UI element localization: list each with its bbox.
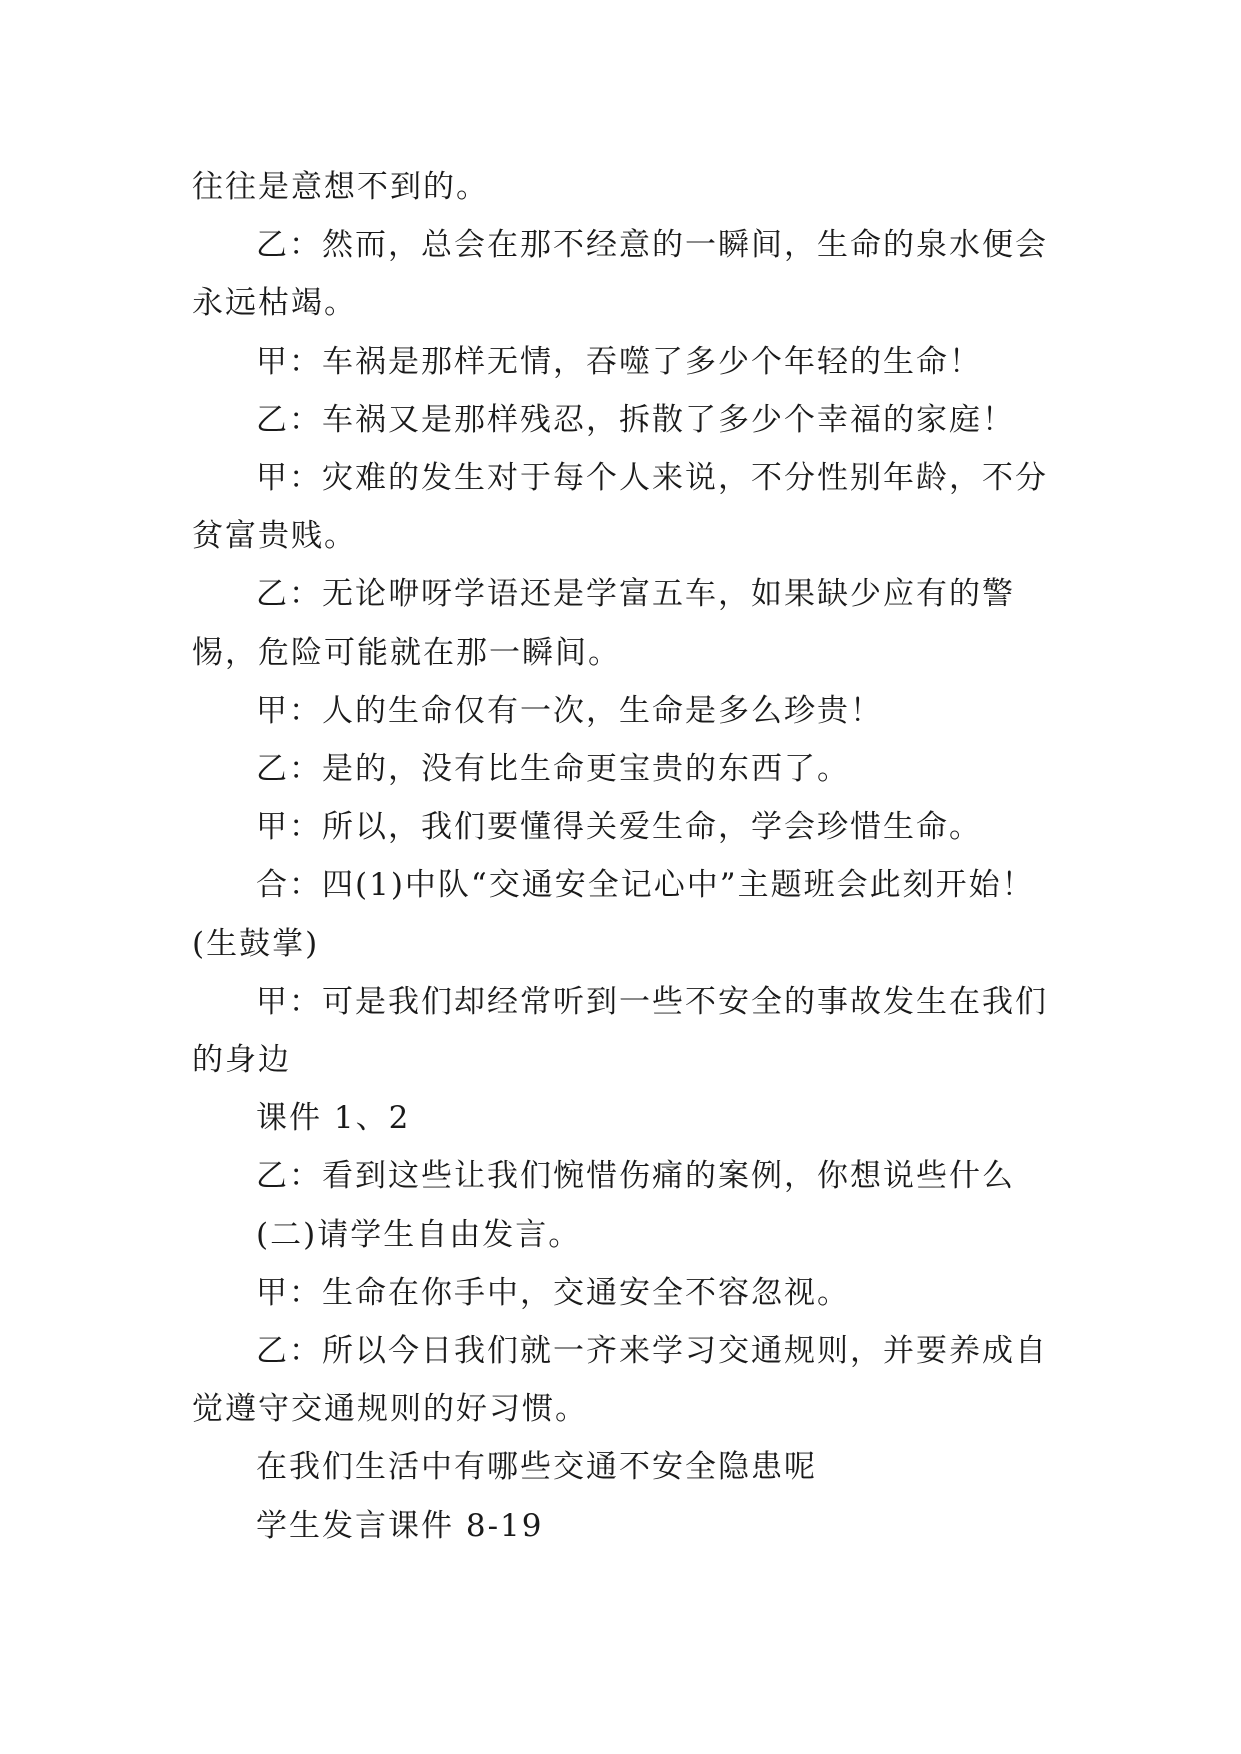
paragraph: 甲：灾难的发生对于每个人来说，不分性别年龄，不分贫富贵贱。 xyxy=(192,460,1048,555)
paragraph: 学生发言课件 8-19 xyxy=(256,1507,544,1544)
paragraph: 甲：所以，我们要懂得关爱生命，学会珍惜生命。 xyxy=(256,809,982,846)
paragraph: 乙：车祸又是那样残忍，拆散了多少个幸福的家庭！ xyxy=(256,401,1015,438)
paragraph: 甲：可是我们却经常听到一些不安全的事故发生在我们的身边 xyxy=(192,983,1048,1079)
paragraph: (二)请学生自由发言。 xyxy=(256,1216,582,1253)
paragraph: 往往是意想不到的。 xyxy=(192,169,489,205)
document-body xyxy=(192,158,1048,1555)
paragraph: 甲：人的生命仅有一次，生命是多么珍贵！ xyxy=(256,692,883,729)
paragraph: 甲：车祸是那样无情，吞噬了多少个年轻的生命！ xyxy=(256,343,982,380)
paragraph: 甲：生命在你手中，交通安全不容忽视。 xyxy=(256,1274,850,1311)
paragraph: 乙：所以今日我们就一齐来学习交通规则，并要养成自觉遵守交通规则的好习惯。 xyxy=(192,1333,1048,1428)
paragraph: 乙：是的，没有比生命更宝贵的东西了。 xyxy=(256,751,850,788)
paragraph: 乙：看到这些让我们惋惜伤痛的案例，你想说些什么 xyxy=(256,1158,1015,1195)
paragraph: 在我们生活中有哪些交通不安全隐患呢 xyxy=(256,1449,817,1486)
paragraph: 课件 1、2 xyxy=(256,1100,411,1137)
paragraph: 乙：无论咿呀学语还是学富五车，如果缺少应有的警惕，危险可能就在那一瞬间。 xyxy=(192,576,1015,671)
paragraph: 乙：然而，总会在那不经意的一瞬间，生命的泉水便会永远枯竭。 xyxy=(192,227,1048,322)
paragraph: 合：四(1)中队“交通安全记心中”主题班会此刻开始！(生鼓掌) xyxy=(192,867,1035,962)
